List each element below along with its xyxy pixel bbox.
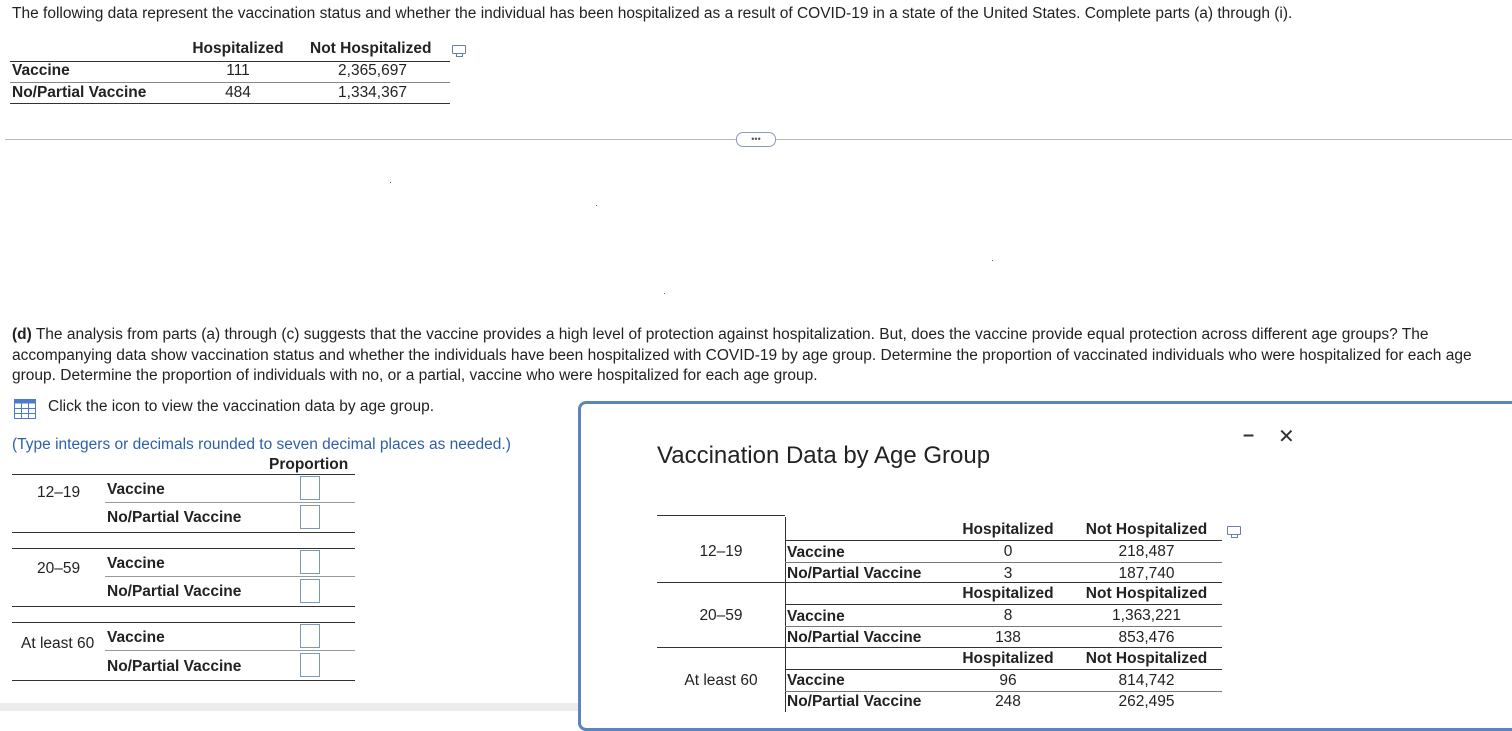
type-note: (Type integers or decimals rounded to seven decimal places as needed.) — [12, 436, 511, 453]
modal-cell: 3 — [1003, 565, 1013, 582]
copy-icon[interactable] — [452, 45, 466, 54]
modal-cell: 0 — [1003, 543, 1013, 560]
modal-cell: 218,487 — [1118, 543, 1175, 560]
main-cell: 111 — [226, 62, 250, 79]
answer-row-label: No/Partial Vaccine — [107, 583, 242, 600]
age-group-label: 20–59 — [37, 560, 81, 577]
modal-title: Vaccination Data by Age Group — [657, 442, 991, 469]
age-group-label: At least 60 — [21, 635, 95, 652]
intro-text: The following data represent the vaccination status and whether the individual has been hospitalized as a result of COVID-19 in a state of the United States. Complete parts (a) through (i). — [12, 5, 1293, 22]
modal-col-not-hospitalized: Not Hospitalized — [1085, 585, 1208, 602]
answer-row-label: Vaccine — [107, 481, 165, 498]
modal-cell: 8 — [1003, 607, 1013, 624]
modal-cell: 96 — [999, 672, 1017, 689]
proportion-input-12-19-vaccine[interactable] — [300, 476, 320, 500]
main-col-not-hospitalized: Not Hospitalized — [310, 40, 432, 57]
main-cell: 1,334,367 — [338, 84, 407, 101]
main-cell: 2,365,697 — [338, 62, 407, 79]
age-group-label: 12–19 — [37, 484, 81, 501]
proportion-input-60-partial[interactable] — [300, 653, 320, 677]
modal-cell: 262,495 — [1118, 693, 1175, 710]
modal-age-label: At least 60 — [684, 672, 758, 689]
answer-row-label: No/Partial Vaccine — [107, 509, 242, 526]
modal-cell: 187,740 — [1118, 565, 1175, 582]
modal-cell: 853,476 — [1118, 629, 1175, 646]
main-row-label: No/Partial Vaccine — [12, 84, 147, 101]
main-col-hospitalized: Hospitalized — [192, 40, 284, 57]
modal-col-not-hospitalized: Not Hospitalized — [1085, 650, 1208, 667]
click-icon-text: Click the icon to view the vaccination data by age group. — [48, 398, 435, 415]
modal-age-label: 12–19 — [699, 543, 743, 560]
proportion-header: Proportion — [269, 456, 349, 473]
modal-cell: 248 — [995, 693, 1021, 710]
modal-col-hospitalized: Hospitalized — [962, 521, 1054, 538]
modal-row-label: No/Partial Vaccine — [787, 629, 922, 646]
proportion-input-60-vaccine[interactable] — [300, 624, 320, 648]
modal-row-label: Vaccine — [787, 544, 845, 561]
answer-row-label: Vaccine — [107, 555, 165, 572]
part-d-text: (d) The analysis from parts (a) through (c) suggests that the vaccine provides a high level of protection against hospitalization. But, does the vaccine provide equal protection across different age groups? The accompanying data show vaccination status and whether the individuals have been hospitalized with COVID-19 by age group. Determine the proportion of vaccinated individuals who were hospitalized for each age group. Determine the proportion of individuals with no, or a partial, vaccine who were hospitalized for each age group. — [12, 326, 1472, 384]
modal-row-label: No/Partial Vaccine — [787, 565, 922, 582]
modal-cell: 814,742 — [1118, 672, 1175, 689]
modal-col-not-hospitalized: Not Hospitalized — [1085, 521, 1208, 538]
part-d-heading: (d) — [12, 326, 32, 343]
proportion-input-20-59-vaccine[interactable] — [300, 550, 320, 574]
proportion-input-12-19-partial[interactable] — [300, 505, 320, 529]
modal-cell: 1,363,221 — [1112, 607, 1181, 624]
vaccination-data-modal — [578, 401, 1512, 731]
modal-row-label: No/Partial Vaccine — [787, 693, 922, 710]
modal-col-hospitalized: Hospitalized — [962, 585, 1054, 602]
copy-icon[interactable] — [1227, 526, 1241, 535]
table-grid-icon[interactable] — [14, 399, 36, 419]
answer-row-label: Vaccine — [107, 629, 165, 646]
modal-row-label: Vaccine — [787, 672, 845, 689]
answer-row-label: No/Partial Vaccine — [107, 658, 242, 675]
main-row-label: Vaccine — [12, 62, 70, 79]
close-button[interactable]: ✕ — [1278, 426, 1295, 448]
modal-age-label: 20–59 — [699, 607, 743, 624]
modal-col-hospitalized: Hospitalized — [962, 650, 1054, 667]
expand-button[interactable]: ••• — [736, 132, 776, 147]
minimize-button[interactable]: – — [1243, 424, 1255, 446]
modal-row-label: Vaccine — [787, 608, 845, 625]
proportion-input-20-59-partial[interactable] — [300, 579, 320, 603]
main-cell: 484 — [225, 84, 251, 101]
modal-cell: 138 — [995, 629, 1021, 646]
